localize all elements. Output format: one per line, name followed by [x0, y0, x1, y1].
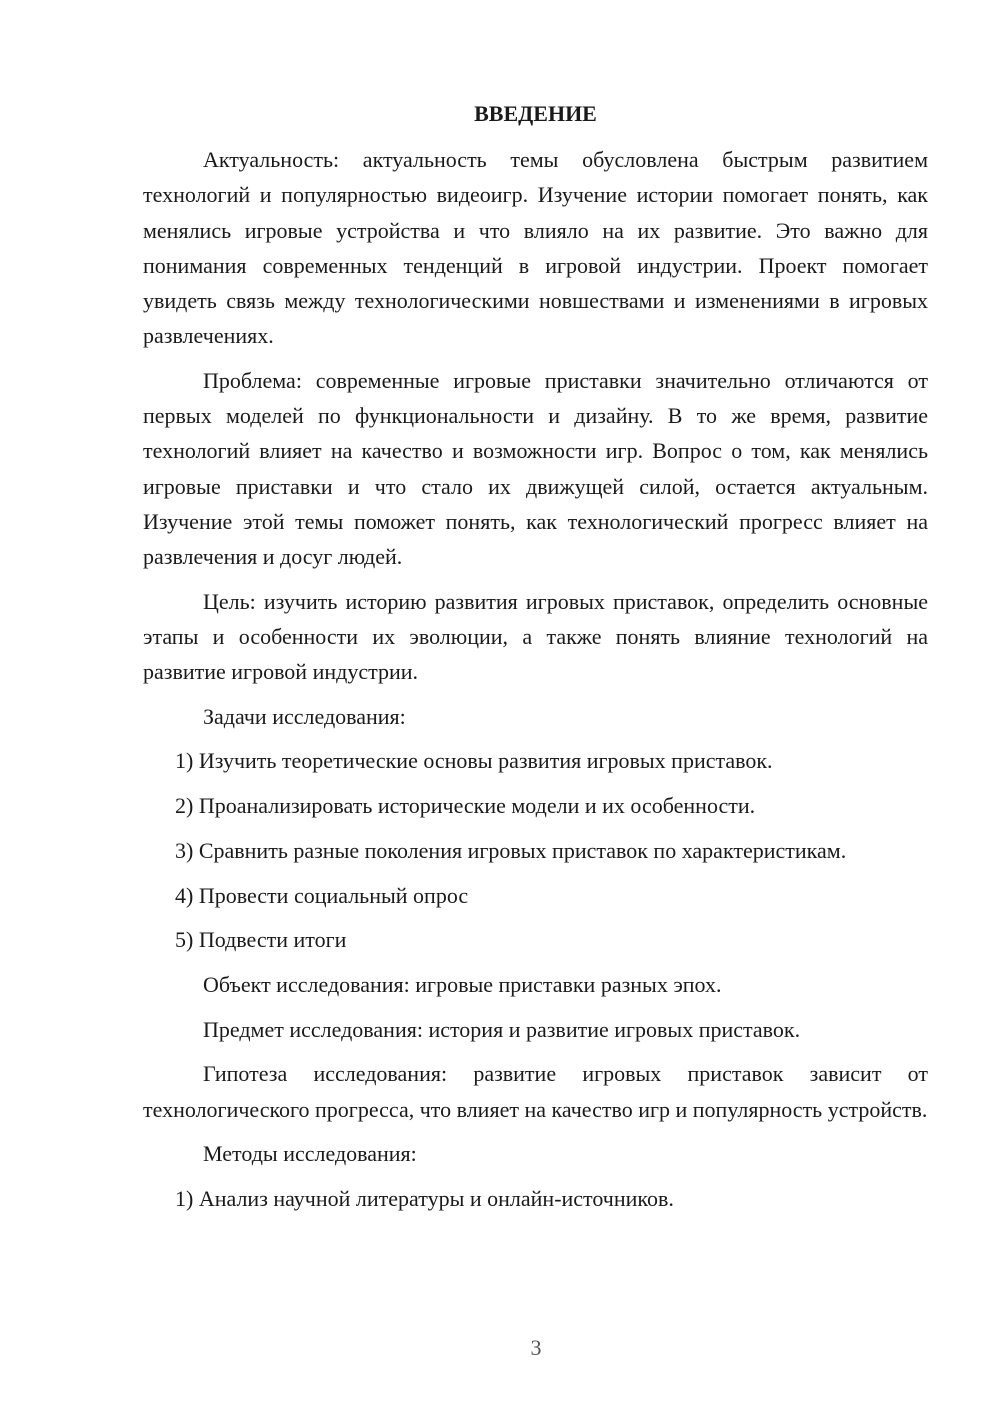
task-item: 5) Подвести итоги: [175, 927, 347, 953]
task-item: 2) Проанализировать исторические модели и их особенности.: [175, 793, 756, 819]
object-paragraph: Объект исследования: игровые приставки разных эпох.: [203, 971, 722, 997]
goal-paragraph: Цель: изучить историю развития игровых приставок, определить основные этапы и особенности их эволюции, а также понять влияние технологий на развитие игровой индустрии.: [143, 588, 928, 685]
tasks-heading: Задачи исследования:: [203, 703, 406, 729]
page-number: 3: [530, 1335, 542, 1360]
task-item: 3) Сравнить разные поколения игровых приставок по характеристикам.: [175, 837, 847, 863]
relevance-paragraph: Актуальность: актуальность темы обусловлена быстрым развитием технологий и популярностью видеоигр. Изучение истории помогает понять, как менялись игровые устройства и что влияло на их развитие. Это важно для понимания современных тенденций в игровой индустрии. Проект помогает увидеть связь между технологическими новшествами и изменениями в игровых развлечениях.: [143, 147, 928, 349]
document-page: [143, 96, 928, 1226]
methods-heading: Методы исследования:: [203, 1141, 417, 1167]
method-item: 1) Анализ научной литературы и онлайн-источников.: [175, 1185, 674, 1211]
hypothesis-paragraph: Гипотеза исследования: развитие игровых приставок зависит от технологического прогресса, что влияет на качество игр и популярность устройств.: [143, 1061, 928, 1122]
task-item: 1) Изучить теоретические основы развития игровых приставок.: [175, 748, 773, 774]
section-title: ВВЕДЕНИЕ: [474, 101, 597, 126]
problem-paragraph: Проблема: современные игровые приставки значительно отличаются от первых моделей по функциональности и дизайну. В то же время, развитие технологий влияет на качество и возможности игр. Вопрос о том, как менялись игровые приставки и что стало их движущей силой, остается актуальным. Изучение этой темы поможет понять, как технологический прогресс влияет на развлечения и досуг людей.: [143, 367, 928, 569]
task-item: 4) Провести социальный опрос: [175, 882, 469, 908]
subject-paragraph: Предмет исследования: история и развитие игровых приставок.: [203, 1016, 801, 1042]
